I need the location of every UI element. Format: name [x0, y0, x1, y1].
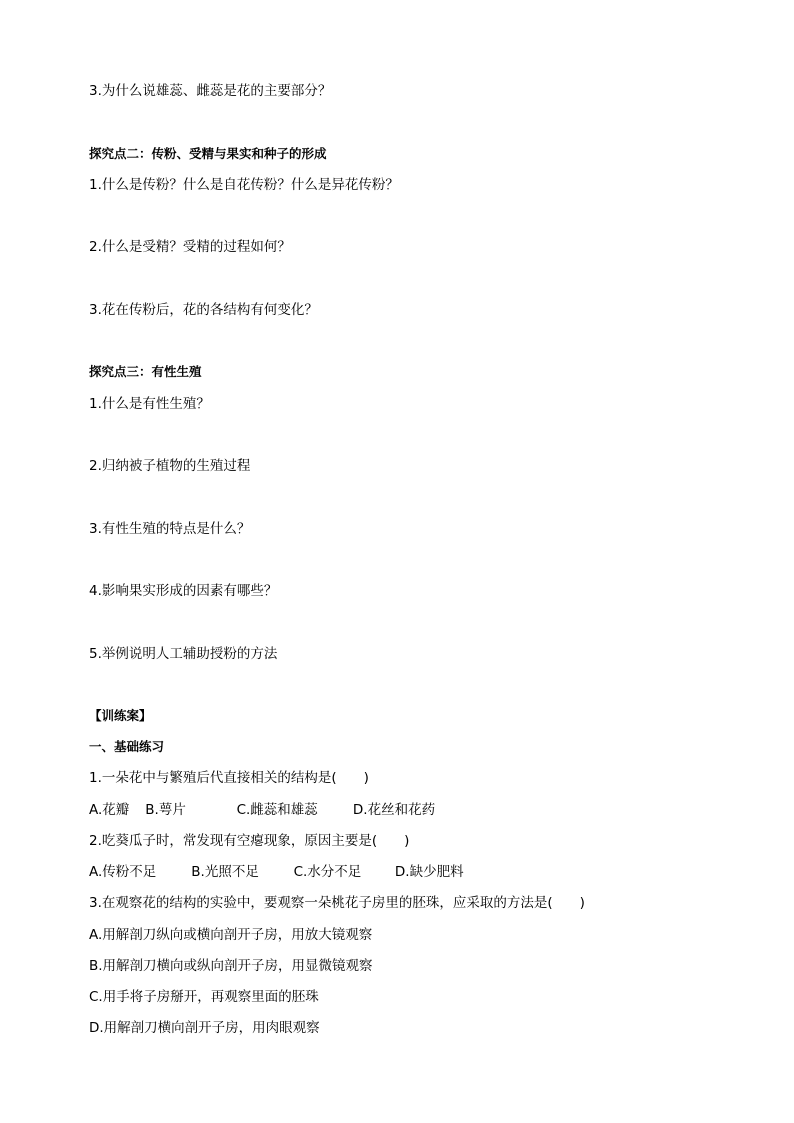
option-b: B.用解剖刀横向或纵向剖开子房，用显微镜观察: [89, 958, 373, 974]
question-artificial-pollination: 5.举例说明人工辅助授粉的方法: [89, 646, 278, 662]
question-options-1: [89, 801, 435, 819]
part-heading-basic-practice: 一、基础练习: [89, 739, 165, 754]
question-what-is-fertilization: 2.什么是受精？受精的过程如何？: [89, 239, 291, 255]
option-c: C.水分不足: [293, 864, 362, 880]
option-d: D.花丝和花药: [352, 802, 436, 818]
option-c: C.雌蕊和雄蕊: [236, 802, 318, 818]
question-sexual-reproduction-features: 3.有性生殖的特点是什么？: [89, 521, 251, 537]
option-b: B.光照不足: [191, 864, 259, 880]
question-stem-2: 2.吃葵瓜子时，常发现有空瘪现象，原因主要是( ): [89, 833, 410, 849]
option-d: D.用解剖刀横向剖开子房，用肉眼观察: [89, 1020, 320, 1036]
question-stem-3: 3.在观察花的结构的实验中，要观察一朵桃花子房里的胚珠，应采取的方法是( ): [89, 895, 585, 911]
option-a: A.用解剖刀纵向或横向剖开子房，用放大镜观察: [89, 927, 373, 943]
section-heading-sexual-reproduction: 探究点三：有性生殖: [89, 364, 202, 379]
option-d: D.缺少肥料: [394, 864, 464, 880]
question-stem-1: 1.一朵花中与繁殖后代直接相关的结构是( ): [89, 770, 369, 786]
question-what-is-sexual-reproduction: 1.什么是有性生殖？: [89, 396, 210, 412]
option-b: B.萼片: [145, 802, 186, 818]
question-what-is-pollination: 1.什么是传粉？什么是自花传粉？什么是异花传粉？: [89, 177, 399, 193]
section-heading-pollination: 探究点二：传粉、受精与果实和种子的形成: [89, 146, 327, 161]
option-a: A.花瓣: [89, 802, 130, 818]
training-title: 【训练案】: [89, 708, 152, 723]
option-a: A.传粉不足: [89, 864, 157, 880]
question-flower-changes: 3.花在传粉后，花的各结构有何变化？: [89, 302, 318, 318]
question-options-2: [89, 863, 464, 881]
option-c: C.用手将子房掰开，再观察里面的胚珠: [89, 989, 319, 1005]
question-angiosperm-process: 2.归纳被子植物的生殖过程: [89, 458, 251, 474]
question-fruit-formation-factors: 4.影响果实形成的因素有哪些？: [89, 583, 278, 599]
question-why-stamens-pistils: 3.为什么说雄蕊、雌蕊是花的主要部分？: [89, 83, 332, 99]
